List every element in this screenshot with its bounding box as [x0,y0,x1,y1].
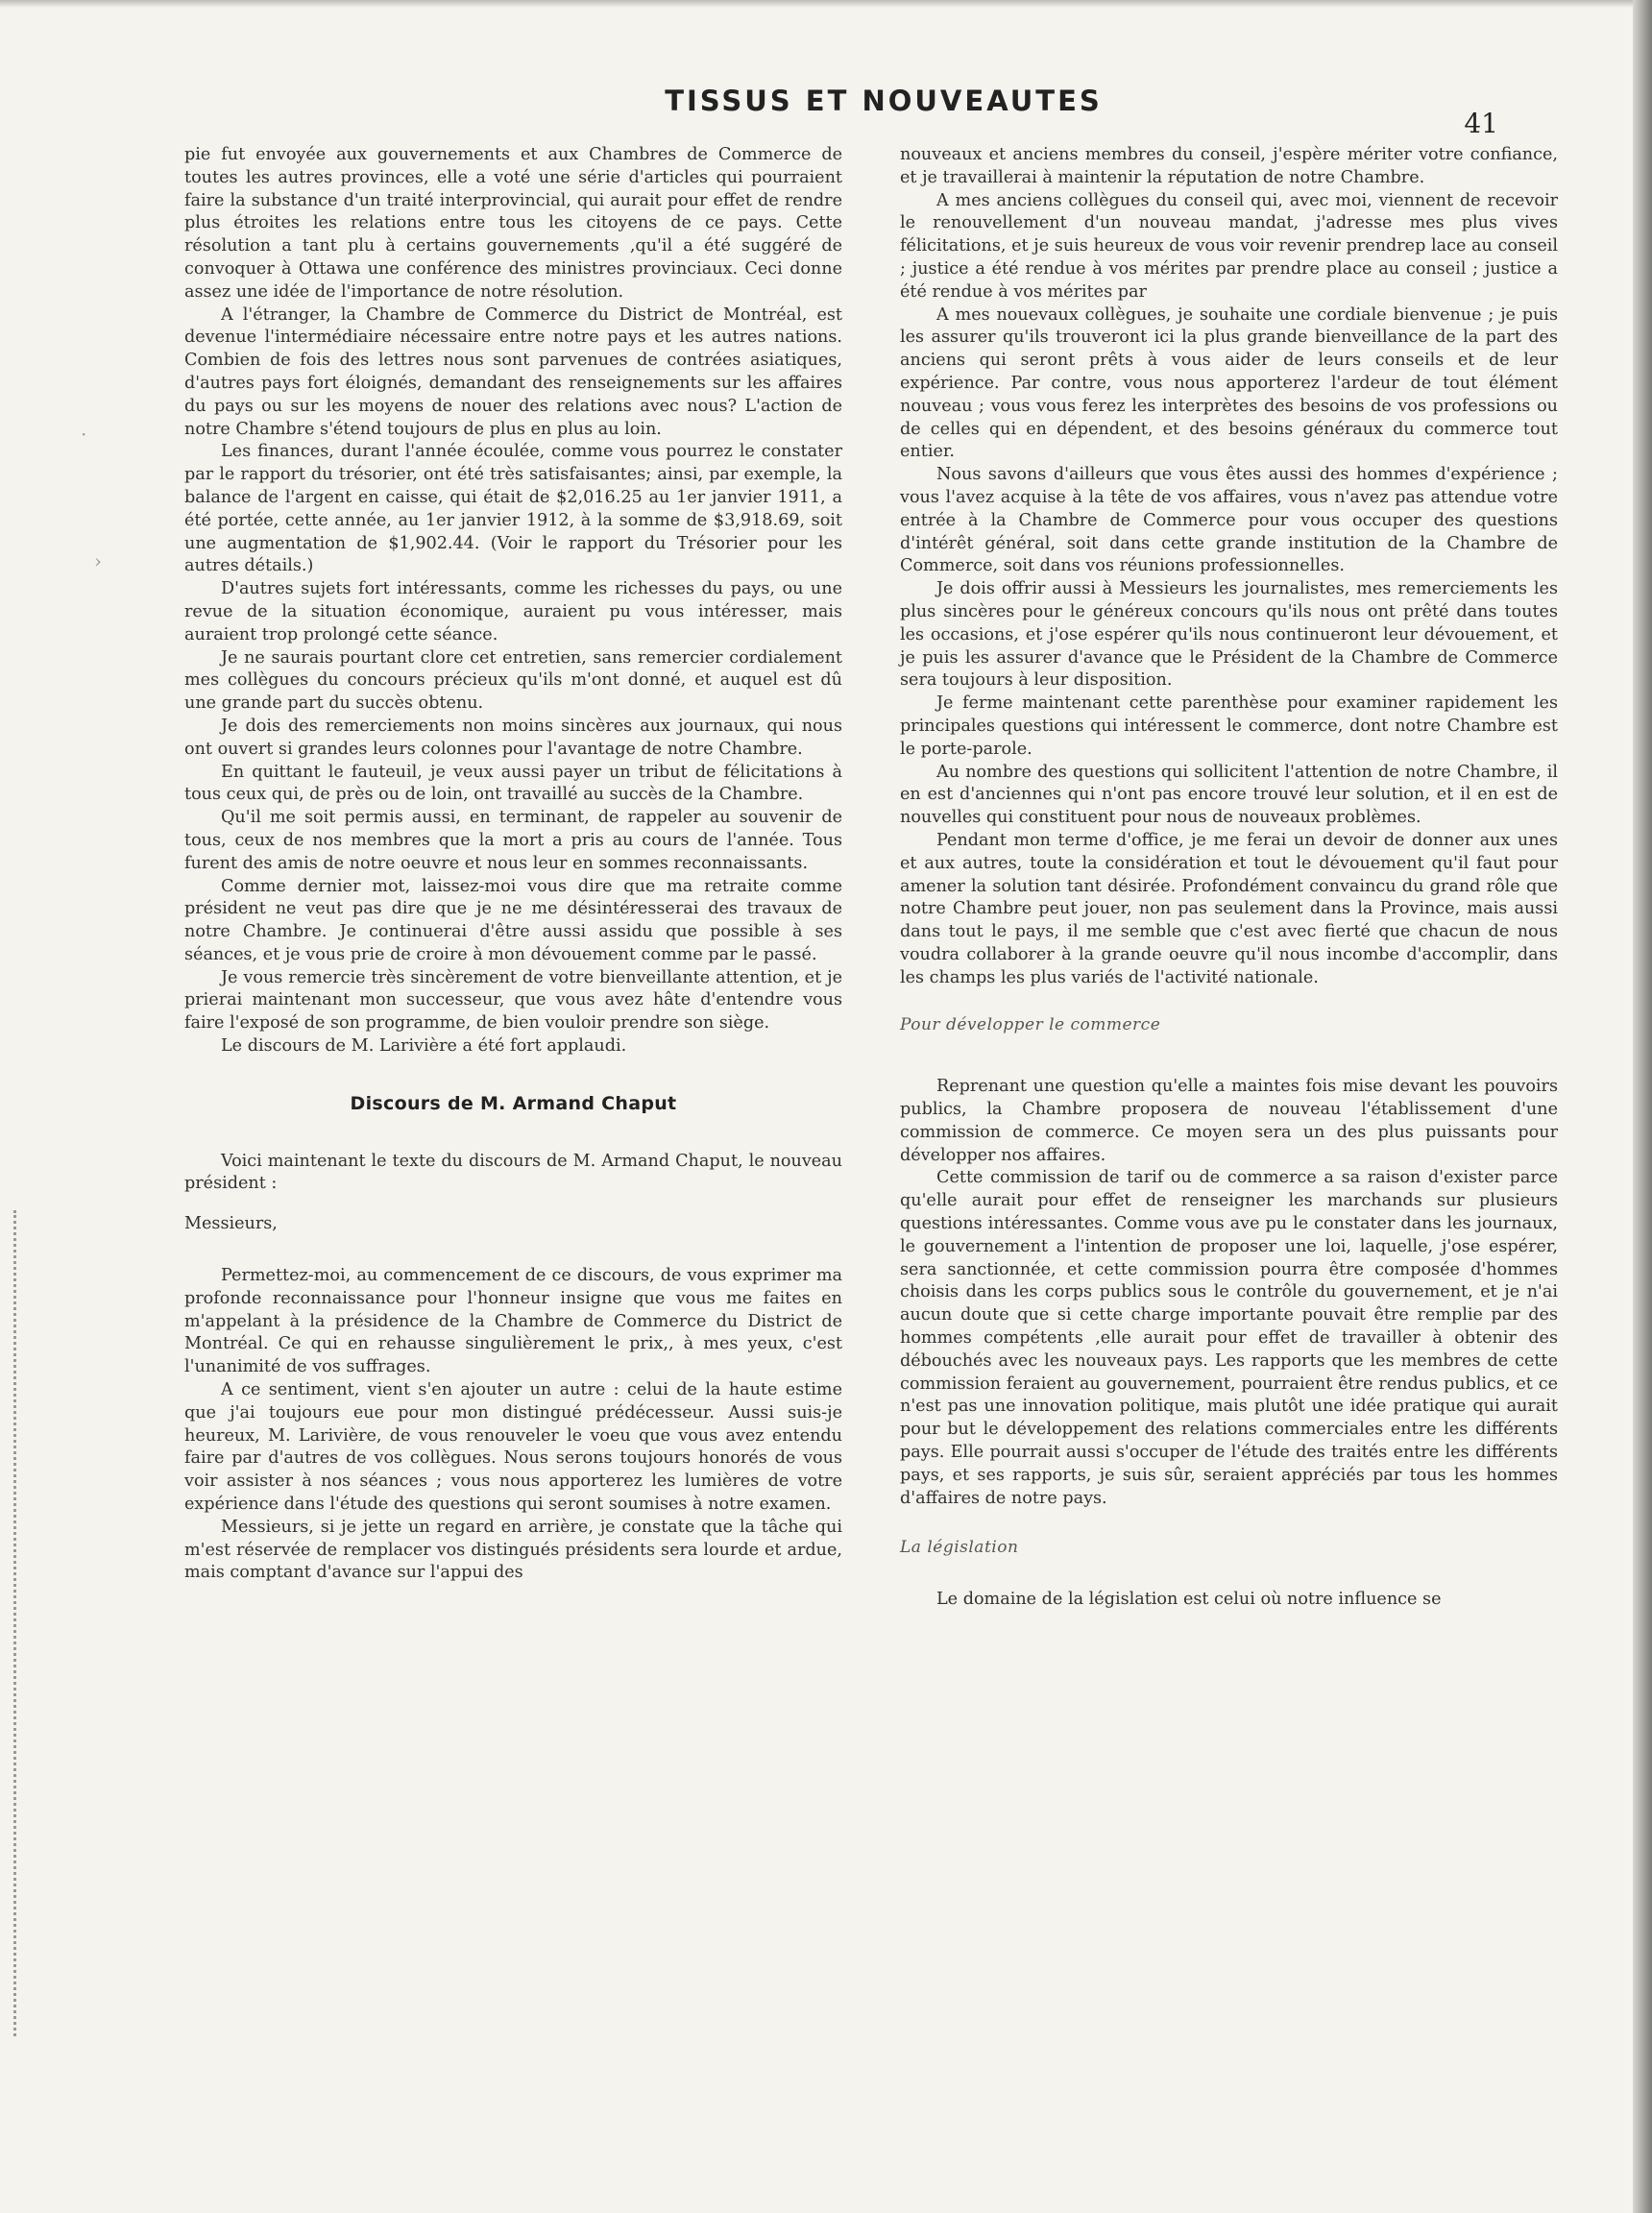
paragraph: D'autres sujets fort intéressants, comme les richesses du pays, ou une revue de la situation économique, auraient pu vous intéresser, mais auraient trop prolongé cette séance. [184,579,842,644]
margin-mark: · [81,423,87,446]
section-title: Discours de M. Armand Chaput [350,1092,677,1114]
speech-paragraph: Permettez-moi, au commencement de ce discours, de vous exprimer ma profonde reconnaissance pour l'honneur insigne que vous me faites en m'appelant à la présidence de la Chambre de Commerce du District de Montréal. Ce qui en rehausse singulièrement le prix,, à mes yeux, c'est l'unanimité de vos suffrages. [184,1266,842,1377]
salutation: Messieurs, [184,1214,278,1234]
paragraph: nouveaux et anciens membres du conseil, j'espère mériter votre confiance, et je travaillerai à maintenir la réputation de notre Chambre. [900,145,1558,187]
paragraph: A mes nouevaux collègues, je souhaite une cordiale bienvenue ; je puis les assurer qu'ils trouveront ici la plus grande bienveillance de la part des anciens qui seront prêts à vous aider de leurs conseils et de leur expérience. Par contre, vous nous apporterez l'ardeur de tout élément nouveau ; vous vous ferez les interprètes des besoins de vos professions ou de celles qui en dépendent, et des besoins généraux du commerce tout entier. [900,304,1558,462]
paragraph: En quittant le fauteuil, je veux aussi payer un tribut de félicitations à tous ceux qui, de près ou de loin, ont travaillé au succès de la Chambre. [184,762,842,805]
paragraph: pie fut envoyée aux gouvernements et aux Chambres de Commerce de toutes les autres provinces, elle a voté une série d'articles qui pourraient faire la substance d'un traité interprovincial, qui aurait pour effet de rendre plus étroites les relations entre tous les citoyens de ce pays. Cette résolution a tant plu à certains gouvernements ,qu'il a été suggéré de convoquer à Ottawa une conférence des ministres provinciaux. Ceci donne assez une idée de l'importance de notre résolution. [184,145,842,302]
subheading-commerce: Pour développer le commerce [900,1015,1161,1035]
speech-paragraph: A ce sentiment, vient s'en ajouter un autre : celui de la haute estime que j'ai toujours eue pour mon distingué prédécesseur. Aussi suis-je heureux, M. Larivière, de vous renouveler le voeu que vous avez entendu faire par d'autres de vos collègues. Nous serons toujours honorés de vous voir assister à nos séances ; vous nous apporterez les lumières de votre expérience dans l'étude des questions qui seront soumises à notre examen. [184,1380,842,1515]
paragraph: A mes anciens collègues du conseil qui, avec moi, viennent de recevoir le renouvellement d'un nouveau mandat, j'adresse mes plus vives félicitations, et je suis heureux de vous voir revenir prendrep lace au conseil ; justice a été rendue à vos mérites par prendre place au conseil ; justice a été rendue à vos mérites par [900,190,1558,302]
paragraph: Nous savons d'ailleurs que vous êtes aussi des hommes d'expérience ; vous l'avez acquise à la tête de vos affaires, vous n'avez pas attendue votre entrée à la Chambre de Commerce pour vous occuper des questions d'intérêt général, soit dans cette grande institution de la Chambre de Commerce, soit dans vos réunions professionnelles. [900,465,1558,576]
paragraph: Reprenant une question qu'elle a maintes fois mise devant les pouvoirs publics, la Chambre proposera de nouveau l'établissement d'une commission de commerce. Ce moyen sera un des plus puissants pour développer nos affaires. [900,1077,1558,1165]
speech-paragraph: Messieurs, si je jette un regard en arrière, je constate que la tâche qui m'est réservée de remplacer vos distingués présidents sera lourde et ardue, mais comptant d'avance sur l'appui des [184,1517,842,1583]
paragraph: A l'étranger, la Chambre de Commerce du District de Montréal, est devenue l'intermédiaire nécessaire entre notre pays et les autres nations. Combien de fois des lettres nous sont parvenues de contrées asiatiques, d'autres pays fort éloignés, demandant des renseignements sur les affaires du pays ou sur les moyens de nouer des relations avec nous? L'action de notre Chambre s'étend toujours de plus en plus au loin. [184,304,842,439]
paragraph: Qu'il me soit permis aussi, en terminant, de rappeler au souvenir de tous, ceux de nos membres que la mort a pris au cours de l'année. Tous furent des amis de notre oeuvre et nous leur en sommes reconnaissants. [184,808,842,873]
left-column [184,144,842,1585]
paragraph: Le domaine de la législation est celui où notre influence se [936,1590,1442,1610]
paragraph: Je ferme maintenant cette parenthèse pour examiner rapidement les principales questions qui intéressent le commerce, dont notre Chambre est le porte-parole. [900,693,1558,759]
page-number: 41 [1464,108,1498,139]
paragraph: Je vous remercie très sincèrement de votre bienveillante attention, et je prierai maintenant mon successeur, que vous avez hâte d'entendre vous faire l'exposé de son programme, de bien vouloir prendre son siège. [184,967,842,1034]
running-head: TISSUS ET NOUVEAUTES [665,85,1103,117]
page-top-edge [0,0,1633,8]
paragraph: Pendant mon terme d'office, je me ferai un devoir de donner aux unes et aux autres, toute la considération et tout le dévouement qu'il faut pour amener la solution tant désirée. Profondément convaincu du grand rôle que notre Chambre peut jouer, non pas seulement dans la Province, mais aussi dans tout le pays, il me semble que c'est avec fierté que chacun de nous voudra collaborer à la grande oeuvre qu'il nous incombe d'accomplir, dans les champs les plus variés de l'activité nationale. [900,830,1558,987]
subheading-legislation: La législation [900,1538,1019,1558]
paragraph: Le discours de M. Larivière a été fort applaudi. [221,1036,627,1057]
margin-mark: › [94,549,102,572]
page-edge-shadow [1633,0,1652,2213]
paragraph: Je dois des remerciements non moins sincères aux journaux, qui nous ont ouvert si grandes leurs colonnes pour l'avantage de notre Chambre. [184,716,842,759]
paragraph: Comme dernier mot, laissez-moi vous dire que ma retraite comme président ne veut pas dire que je ne me désintéresserai des travaux de notre Chambre. Je continuerai d'être aussi assidu que possible à ses séances, et je vous prie de croire à mon dévouement comme par le passé. [184,876,842,964]
paragraph: Je ne saurais pourtant clore cet entretien, sans remercier cordialement mes collègues du concours précieux qu'ils m'ont donné, et auquel est dû une grande part du succès obtenu. [184,647,842,714]
paragraph: Les finances, durant l'année écoulée, comme vous pourrez le constater par le rapport du trésorier, ont été très satisfaisantes; ainsi, par exemple, la balance de l'argent en caisse, qui était de $2,016.25 au 1er janvier 1911, a été portée, cette année, au 1er janvier 1912, à la somme de $3,918.69, soit une augmentation de $1,902.44. (Voir le rapport du Trésorier pour les autres détails.) [184,442,842,576]
paragraph: Je dois offrir aussi à Messieurs les journalistes, mes remerciements les plus sincères pour le généreux concours qu'ils nous ont prêté dans toutes les occasions, et j'ose espérer qu'ils nous continueront leur dévouement, et je puis les assurer d'avance que le Président de la Chambre de Commerce sera toujours à leur disposition. [900,579,1558,691]
paragraph: Au nombre des questions qui sollicitent l'attention de notre Chambre, il en est d'anciennes qui n'ont pas encore trouvé leur solution, et il en est de nouvelles qui constituent pour nous de nouveaux problèmes. [900,762,1558,828]
binding-stitching [0,1210,16,2036]
right-column [900,144,1558,1612]
intro-paragraph: Voici maintenant le texte du discours de M. Armand Chaput, le nouveau président : [184,1151,842,1194]
paragraph: Cette commission de tarif ou de commerce a sa raison d'exister parce qu'elle aurait pour effet de renseigner les marchands sur plusieurs questions intéressantes. Comme vous ave pu le constater dans les journaux, le gouvernement a l'intention de proposer une loi, laquelle, j'ose espérer, sera sanctionnée, et cette commission pourra être composée d'hommes choisis dans les corps publics sous le contrôle du gouvernement, et je n'ai aucun doute que si cette charge importante pouvait être remplie par des hommes compétents ,elle aurait pour effet de travailler à obtenir des débouchés avec les nouveaux pays. Les rapports que les membres de cette commission feraient au gouvernement, pourraient être rendus publics, et ce n'est pas une innovation politique, mais plutôt une idée pratique qui aurait pour but le développement des relations commerciales entre les différents pays. Elle pourrait aussi s'occuper de l'étude des traités entre les différents pays, et ses rapports, je suis sûr, seraient appréciés par tous les hommes d'affaires de notre pays. [900,1168,1558,1508]
